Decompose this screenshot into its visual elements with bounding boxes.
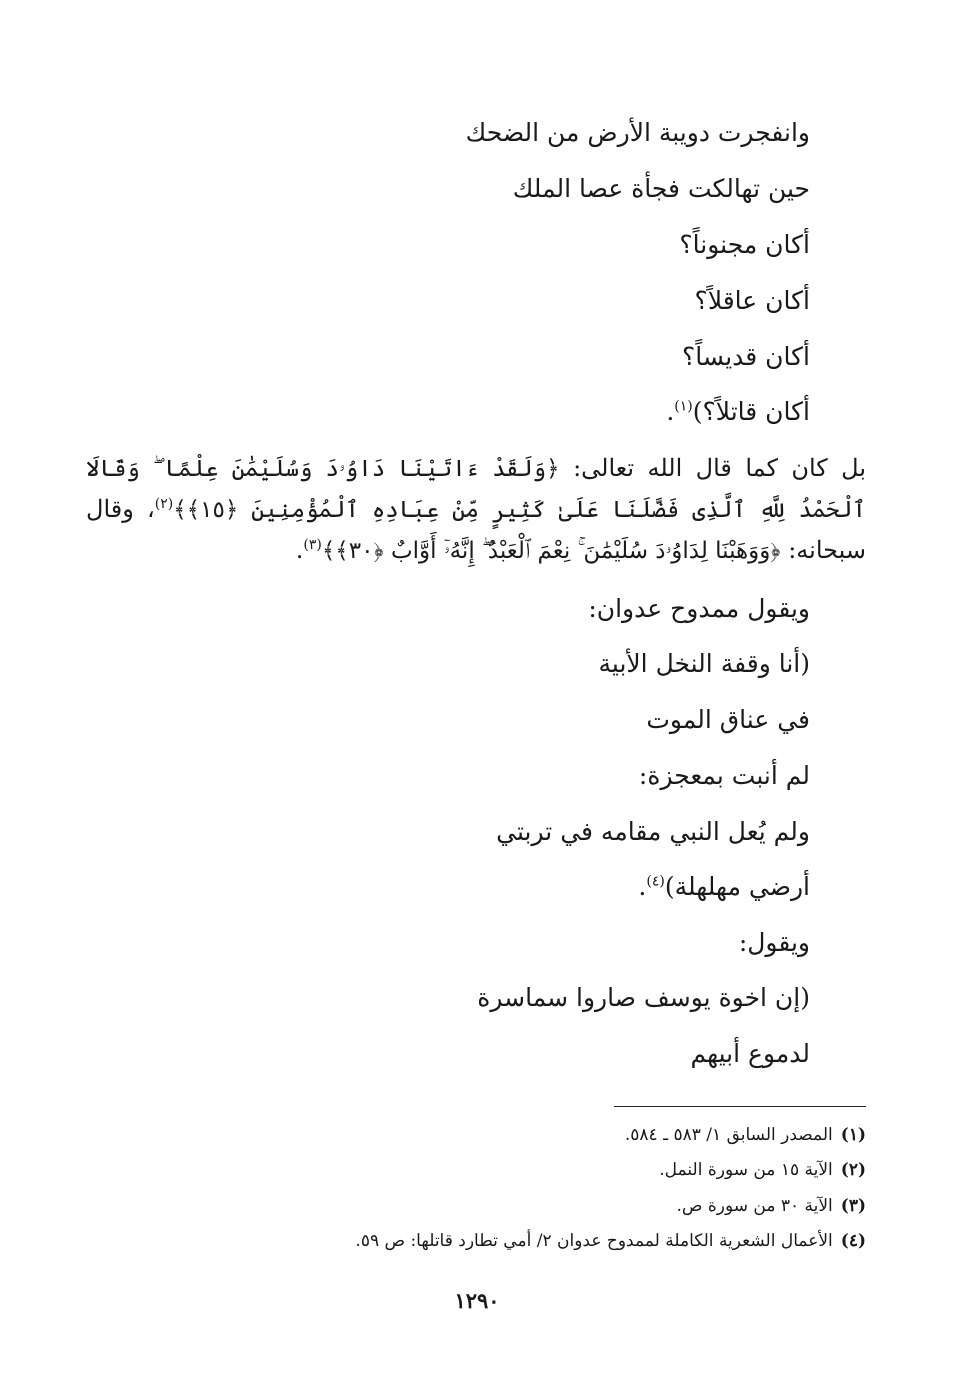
poem-line-last — [638, 870, 810, 904]
footnote — [625, 1122, 866, 1148]
footnote-ref: (٣) — [303, 537, 322, 553]
poem-line: أكان مجنوناً؟ — [679, 230, 810, 259]
quran-verse: ﴿وَلَقَدْ ءَاتَيْنَا دَاوُۥدَ وَسُلَيْمَٰنَ عِلْمًا ۖ وَقَالَا ٱلْحَمْدُ لِلَّهِ ٱلَّذِى فَضَّلَنَا عَلَىٰ كَثِيرٍ مِّنْ عِبَادِهِ ٱلْمُؤْمِنِينَ ﴿١٥﴾﴾ — [86, 456, 866, 523]
paragraph-intro: بل كان كما قال الله تعالى: — [559, 454, 866, 482]
footnote-text: الآية ١٥ من سورة النمل. — [659, 1160, 833, 1180]
footnote — [676, 1193, 866, 1219]
period: . — [666, 397, 675, 426]
poem-line-last — [666, 395, 810, 429]
page-number: ١٢٩٠ — [454, 1288, 500, 1313]
period: . — [295, 536, 304, 564]
footnote-number: (١) — [840, 1125, 866, 1145]
footnote-text: الآية ٣٠ من سورة ص. — [676, 1196, 833, 1216]
period: . — [638, 872, 647, 901]
footnote-ref: (٤) — [646, 873, 665, 890]
poem-line-text: أكان قاتلاً؟) — [692, 397, 810, 426]
poem-line-text: أرضي مهلهلة) — [664, 872, 810, 901]
footnote — [355, 1228, 866, 1254]
footnote-number: (٤) — [840, 1231, 866, 1251]
poem-line: في عناق الموت — [646, 705, 810, 734]
poem-line: ويقول: — [738, 928, 810, 957]
poem-line: (أنا وقفة النخل الأبية — [598, 649, 810, 678]
poem-line: ولم يُعل النبي مقامه في تربتي — [496, 817, 810, 846]
poem-line: حين تهالكت فجأة عصا الملك — [512, 174, 810, 203]
footnote-text: المصدر السابق ١/ ٥٨٣ ـ ٥٨٤. — [624, 1125, 833, 1145]
quran-verse: ﴿وَوَهَبْنَا لِدَاوُۥدَ سُلَيْمَٰنَ ۚ نِعْمَ ٱلْعَبْدُ ۖ إِنَّهُۥٓ أَوَّابٌ ﴿٣٠﴾﴾ — [321, 538, 781, 564]
poem-line: أكان قديساً؟ — [682, 342, 810, 371]
footnote-ref: (١) — [674, 398, 693, 415]
poem-line: وانفجرت دويبة الأرض من الضحك — [465, 118, 810, 147]
poem-line: أكان عاقلاً؟ — [694, 286, 810, 315]
footnote — [659, 1157, 866, 1183]
poem-line: لم أنبت بمعجزة: — [638, 761, 810, 790]
footnote-ref: (٢) — [154, 496, 174, 512]
footnote-text: الأعمال الشعرية الكاملة لممدوح عدوان ٢/ أمي تطارد قاتلها: ص ٥٩. — [355, 1231, 833, 1251]
footnote-number: (٢) — [840, 1160, 866, 1180]
poem-line: لدموع أبيهم — [690, 1039, 810, 1068]
poem-line: ويقول ممدوح عدوان: — [588, 594, 810, 623]
quran-paragraph — [86, 448, 866, 571]
footnote-number: (٣) — [840, 1196, 866, 1216]
footnote-separator — [614, 1106, 866, 1107]
poem-line: (إن اخوة يوسف صاروا سماسرة — [477, 983, 810, 1012]
paragraph-middle: ، وقال سبحانه: — [86, 495, 866, 564]
